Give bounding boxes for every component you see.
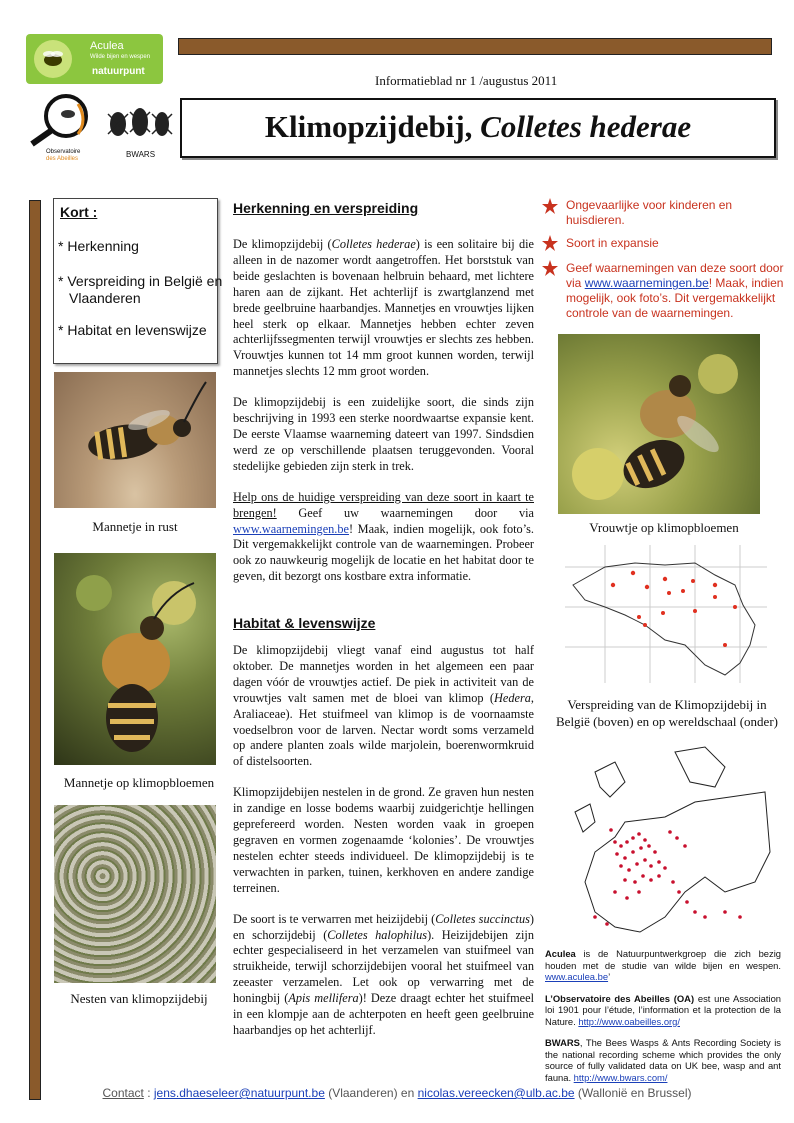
org-aculea: Aculea is de Natuurpuntwerkgroep die zich bezig houden met de studie van wilde bijen en wespen. www.aculea.be’	[545, 948, 781, 982]
paragraph: De klimopzijdebij (Colletes hederae) is een solitaire bij die alleen in de nazomer wordt aangetroffen. Het borststuk van beide geslachten is bovenaan helbruin behaard, met lichtere haren aan de zijkant. Het achterlijf is zwartglanzend met brede geelbruine haarbandjes. Mannetjes en vrouwtjes lijken heel sterk op elkaar. Mannetjes hebben echter zeven achterlijfssegmenten terwijl vrouwtjes er slechts zes hebben. Vrouwtjes kunnen tot 14 mm groot kunnen worden, terwijl mannetjes slechts 12 mm groot worden.	[233, 237, 534, 379]
email-link-nicolas[interactable]: nicolas.vereecken@ulb.ac.be	[417, 1086, 575, 1100]
caption-left3: Nesten van klimopzijdebij	[70, 991, 208, 1006]
bee-resting-drawing	[54, 372, 216, 508]
section2-text	[233, 643, 534, 1039]
star-icon	[542, 235, 558, 251]
paragraph: Klimopzijdebijen nestelen in de grond. Ze graven hun nesten in zandige en losse bodems waarbij zuidgerichtje hellingen geprefereerd worden. Nesten worden vaak in groepen gegraven en vormen zogenaamde ‘kolonies’. De vrouwtjes nestelen echter steeds individueel. De klimopzijdebij is te verwachten in parken, tuinen, kerkhoven en andere zandige terreinen.	[233, 785, 534, 895]
email-link-jens[interactable]: jens.dhaeseleer@natuurpunt.be	[153, 1086, 325, 1100]
photo-male-resting	[54, 372, 216, 508]
insects-icon	[104, 100, 176, 144]
bwars-link[interactable]: http://www.bwars.com/	[573, 1071, 668, 1083]
info-line: Informatieblad nr 1 /augustus 2011	[375, 73, 558, 88]
title-plain: Klimopzijdebij,	[264, 109, 481, 144]
left-brown-bar	[29, 200, 41, 1100]
caption-right2: Verspreiding van de Klimopzijdebij in België (boven) en op wereldschaal (onder)	[556, 697, 778, 729]
kort-item: * Habitat en levenswijze	[58, 322, 207, 338]
org-bwars: BWARS, The Bees Wasps & Ants Recording Society is the national recording scheme which provides the only source of fully validated data on UK bee, wasp and ant fauna. http://www.bwars.com/	[545, 1037, 781, 1083]
paragraph: De soort is te verwarren met heizijdebij (Colletes succinctus) en schorzijdebij (Colletes halophilus). Heizijdebijen zijn echter gespecialiseerd in het verzamelen van stuifmeel van struikheide, terwijl schorzijdebijen vooral het stuifmeel van zeeaster verzamelen. Let ook op verwarring met de honingbij (Apis mellifera)! Deze draagt echter het stuifmeel in een klompje aan de achterpoten en heeft geen geelbruine haarbandjes op het achterlijf.	[233, 911, 535, 1037]
contact-label: Contact	[102, 1086, 144, 1100]
aculea-title: Aculea	[90, 40, 124, 52]
aculea-subtitle: Wilde bijen en wespen	[90, 54, 151, 60]
kort-item: * Verspreiding in België en Vlaanderen	[58, 273, 223, 306]
footer-contact: Contact : jens.dhaeseleer@natuurpunt.be (Vlaanderen) en nicolas.vereecken@ulb.ac.be (Wallonië en Brussel)	[102, 1086, 692, 1100]
magnifier-icon	[26, 92, 96, 148]
kort-item: * Herkenning	[58, 238, 139, 254]
bwars-label: BWARS	[126, 150, 156, 159]
page-title	[182, 109, 774, 145]
kort-box	[53, 198, 223, 364]
paragraph: De klimopzijdebij vliegt vanaf eind augustus tot half oktober. De mannetjes worden in het algemeen een paar dagen vóór de vrouwtjes actief. De piek in activiteit van de vrouwtjes valt samen met de bloei van klimop (Hedera, Araliaceae). Het stuifmeel van klimop is de voornaamste voedselbron voor de larven. Nectar wordt soms verzameld op andere planten zoals wilde marjolein, boerenwormkruid of distelsoorten.	[233, 643, 534, 769]
orgs-block	[545, 948, 781, 1083]
title-box	[180, 98, 776, 158]
europe-map	[555, 742, 781, 942]
bee-ivy-drawing	[54, 553, 216, 765]
natuurpunt-label: natuurpunt	[92, 66, 145, 77]
star-icon	[542, 198, 558, 214]
fact-harmless: Ongevaarlijke voor kinderen en huisdieren.	[566, 198, 733, 227]
bee-female-drawing	[558, 334, 760, 514]
section-heading-habitat: Habitat & levenswijze	[233, 615, 376, 631]
caption-left1: Mannetje in rust	[92, 519, 178, 534]
title-italic: Colletes hederae	[480, 109, 692, 144]
fact-report: Geef waarnemingen van deze soort door via www.waarnemingen.be! Maak, indien mogelijk, ook foto’s. Dit vergemakkelijkt controle van de waarnemingen.	[566, 261, 784, 320]
section1-text	[233, 237, 534, 585]
caption-right1: Vrouwtje op klimopbloemen	[589, 520, 739, 535]
bwars-logo	[104, 100, 176, 160]
photo-female-on-ivy	[558, 334, 760, 514]
fact-expansion: Soort in expansie	[566, 236, 659, 250]
oa-line1: Observatoire	[46, 149, 81, 155]
oa-link[interactable]: http://www.oabeilles.org/	[578, 1015, 680, 1027]
help-us-text: Help ons de huidige verspreiding van deze soort in kaart te brengen!	[233, 489, 534, 520]
waarnemingen-link[interactable]: www.waarnemingen.be	[584, 276, 709, 290]
oa-logo	[26, 92, 96, 164]
kort-heading: Kort :	[60, 204, 98, 220]
photo-nests	[54, 805, 216, 983]
paragraph: De klimopzijdebij is een zuidelijke soort, die sinds zijn beschrijving in 1993 een sterke noordwaartse expansie kent. De eerste Vlaamse waarneming dateert van 1997. Sindsdien werd ze op verschillende plaatsen teruggevonden. Vooral stedelijke gebieden zijn sterk in trek.	[233, 395, 534, 473]
bee-icon	[38, 44, 68, 74]
star-icon	[542, 260, 558, 276]
header-brown-bar	[178, 38, 772, 55]
org-oa: L’Observatoire des Abeilles (OA) est une Association loi 1901 pour l’étude, l’information et la protection de la Nature. http://www.oabeilles.org/	[545, 992, 782, 1027]
oa-line2: des Abeilles	[46, 156, 79, 162]
paragraph: Help ons de huidige verspreiding van deze soort in kaart te brengen! Geef uw waarnemingen door via www.waarnemingen.be! Maak, indien mogelijk, ook foto’s. Dit vergemakkelijkt controle van de waarnemingen. Probeer ook zo nauwkeurig mogelijk de locatie en het habitat door te geven, dit bezorgt ons kostbare extra informatie.	[233, 489, 534, 584]
aculea-logo	[26, 34, 163, 84]
belgium-map	[565, 545, 767, 683]
section-heading-herkenning: Herkenning en verspreiding	[233, 200, 419, 216]
photo-male-on-ivy	[54, 553, 216, 765]
caption-left2: Mannetje op klimopbloemen	[63, 775, 215, 790]
waarnemingen-link[interactable]: www.waarnemingen.be	[233, 521, 349, 536]
aculea-link[interactable]: www.aculea.be	[545, 971, 609, 982]
